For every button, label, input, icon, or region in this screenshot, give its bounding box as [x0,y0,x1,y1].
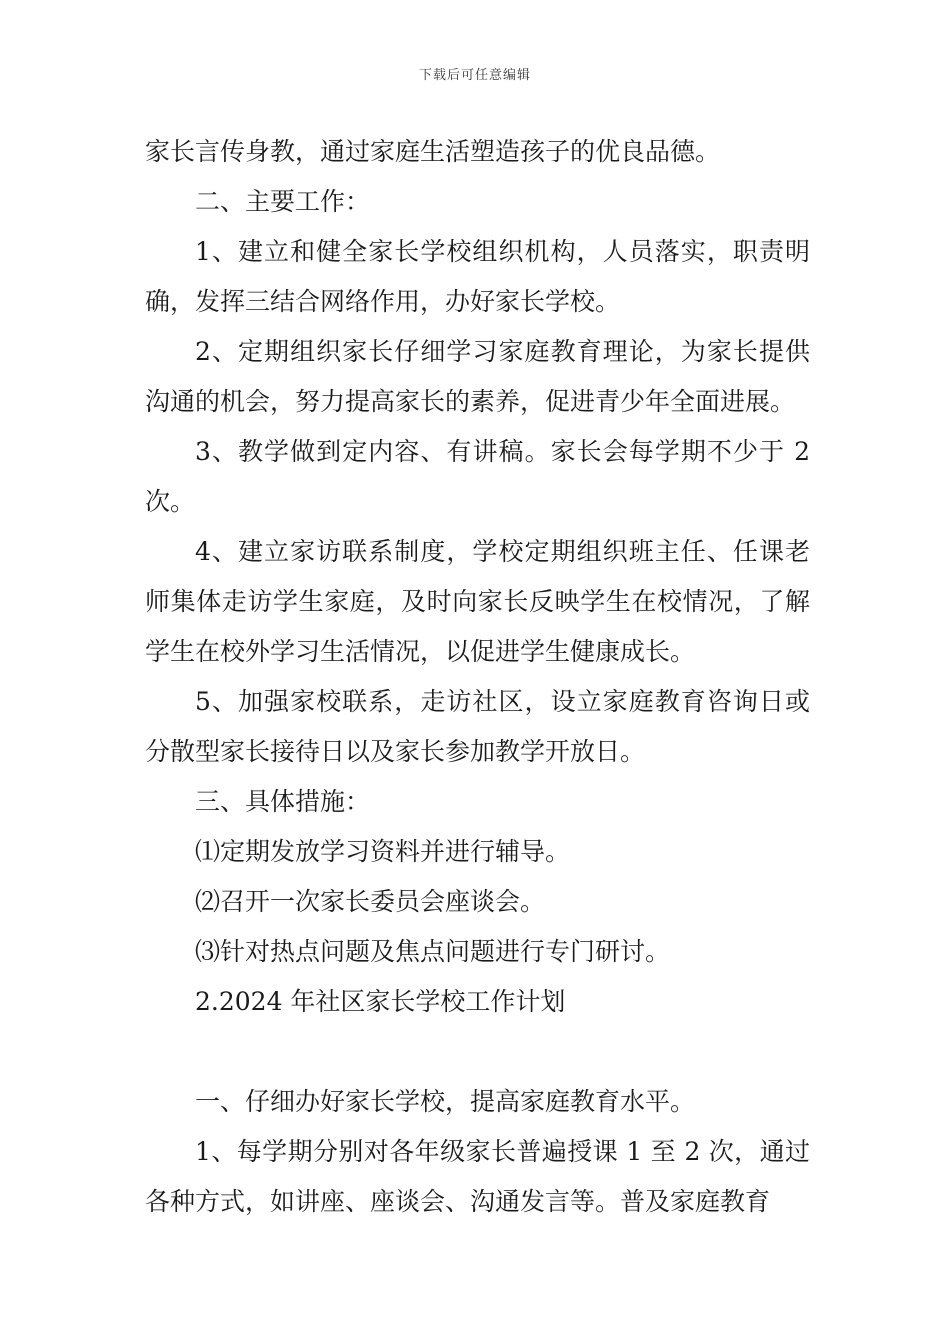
measure-item-1: ⑴定期发放学习资料并进行辅导。 [195,837,571,866]
list-item-2: 2、定期组织家长仔细学习家庭教育理论，为家长提供沟通的机会，努力提高家长的素养，促进青少年全面进展。 [145,337,810,416]
section-heading-run-school: 一、仔细办好家长学校，提高家庭教育水平。 [195,1087,696,1116]
list-item-5: 5、加强家校联系，走访社区，设立家庭教育咨询日或分散型家长接待日以及家长参加教学开放日。 [145,687,810,766]
blank-line [145,1027,810,1077]
page-header-note: 下载后可任意编辑 [418,68,531,83]
section-heading-main-work: 二、主要工作： [195,187,371,216]
list-item-3: 3、教学做到定内容、有讲稿。家长会每学期不少于 2 次。 [145,437,810,516]
measure-item-2: ⑵召开一次家长委员会座谈会。 [195,887,546,916]
list-item-4: 4、建立家访联系制度，学校定期组织班主任、任课老师集体走访学生家庭，及时向家长反映学生在校情况，了解学生在校外学习生活情况，以促进学生健康成长。 [145,537,810,666]
section-heading-measures: 三、具体措施： [195,787,371,816]
list-item-1: 1、建立和健全家长学校组织机构，人员落实，职责明确，发挥三结合网络作用，办好家长学校。 [145,237,810,316]
document-body [145,127,810,1227]
measure-item-3: ⑶针对热点问题及焦点问题进行专门研讨。 [195,937,671,966]
paragraph-continuation: 家长言传身教，通过家庭生活塑造孩子的优良品德。 [145,137,721,166]
document-title-2024-plan: 2.2024 年社区家长学校工作计划 [195,987,566,1016]
plan-item-1: 1、每学期分别对各年级家长普遍授课 1 至 2 次，通过各种方式，如讲座、座谈会、沟通发言等。普及家庭教育 [145,1137,810,1216]
